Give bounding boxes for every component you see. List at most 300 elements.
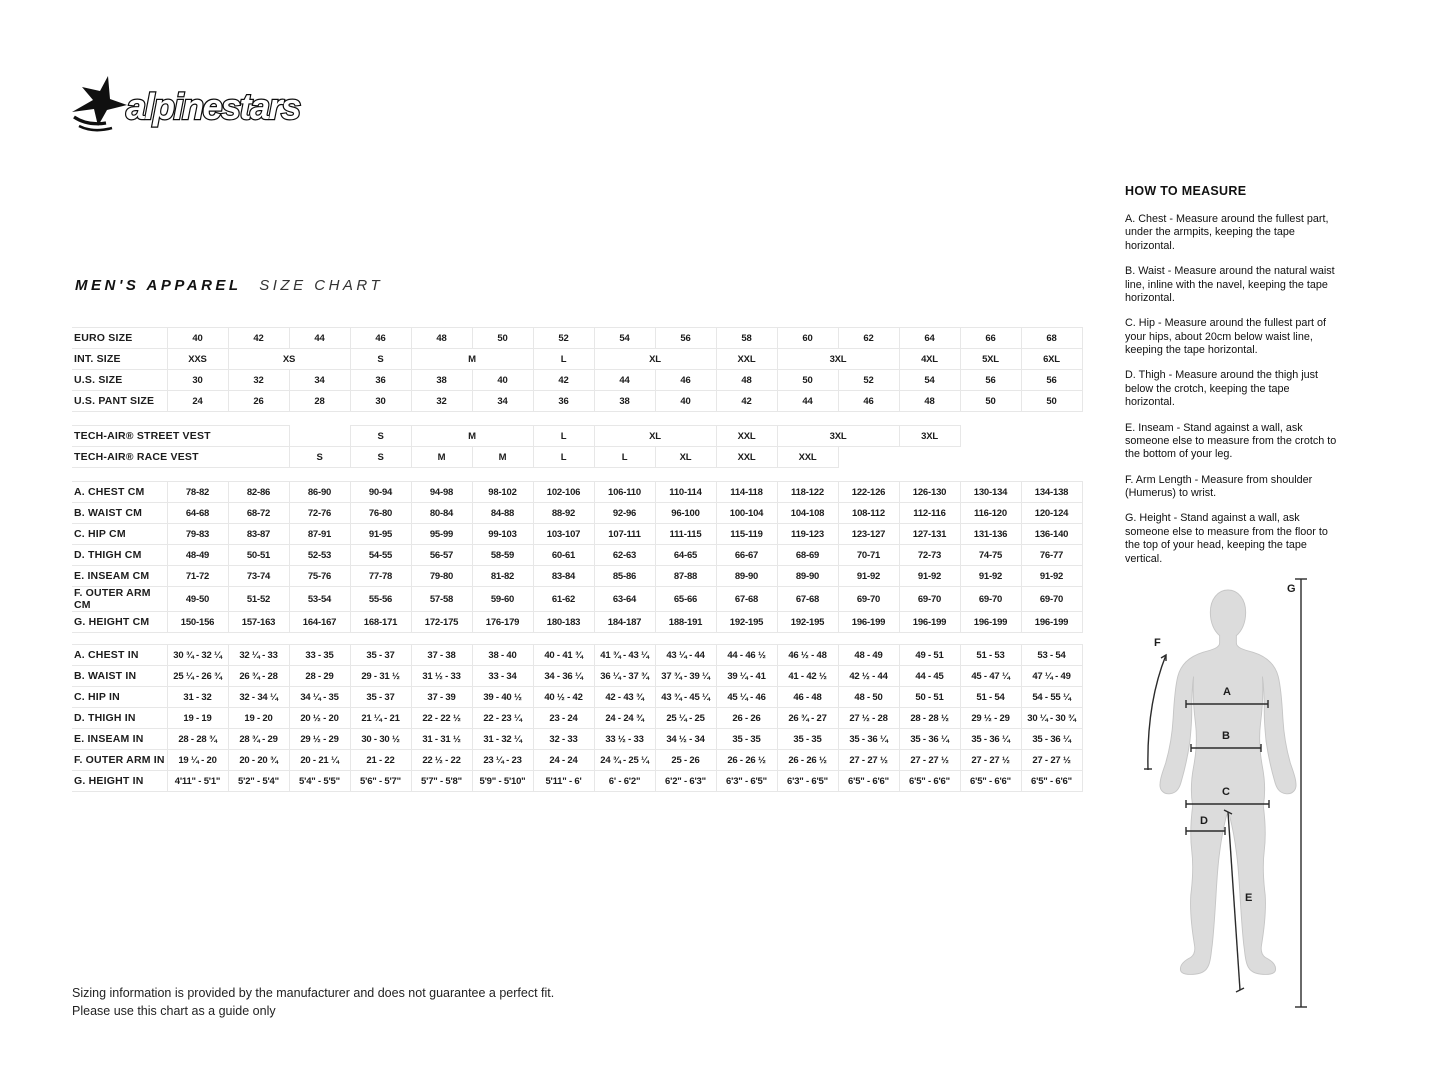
size-cell: 82-86 [228,482,289,503]
size-cell: 108-112 [838,503,899,524]
size-cell: 37 - 39 [411,687,472,708]
size-cell: 119-123 [777,524,838,545]
size-cell: 47 ¼ - 49 [1021,666,1082,687]
size-cell: 25 - 26 [655,750,716,771]
size-cell: 43 ¾ - 45 ¼ [655,687,716,708]
size-cell: 51 - 53 [960,645,1021,666]
size-cell: 66 [960,328,1021,349]
size-cell: 53-54 [289,587,350,612]
size-cell: S [289,447,350,468]
size-cell: 35 - 36 ¼ [960,729,1021,750]
size-cell: 69-70 [838,587,899,612]
size-cell: 36 ¼ - 37 ¾ [594,666,655,687]
table-row [72,645,1082,666]
size-cell: 112-116 [899,503,960,524]
size-cell: 67-68 [777,587,838,612]
size-cell: 20 - 20 ¾ [228,750,289,771]
size-cell: 67-68 [716,587,777,612]
size-cell: 26 [228,391,289,412]
size-cell: XXS [167,349,228,370]
size-cell [289,426,350,447]
size-cell: 37 - 38 [411,645,472,666]
size-cell: 31 - 32 ¼ [472,729,533,750]
size-cell: 120-124 [1021,503,1082,524]
table-row [72,771,1082,792]
size-cell: 130-134 [960,482,1021,503]
size-cell: 44 [777,391,838,412]
size-cell: 6'2" - 6'3" [655,771,716,792]
size-cell: 34 [472,391,533,412]
size-cell: 56-57 [411,545,472,566]
size-cell: 90-94 [350,482,411,503]
size-cell: 192-195 [716,612,777,633]
size-cell: 88-92 [533,503,594,524]
size-cell: 5XL [960,349,1021,370]
size-cell: 30 [350,391,411,412]
size-cell: 50 [472,328,533,349]
size-cell: 32 - 34 ¼ [228,687,289,708]
body-silhouette-image [1160,590,1296,974]
size-cell: 123-127 [838,524,899,545]
size-cell: 35 - 37 [350,645,411,666]
size-cell: 74-75 [960,545,1021,566]
size-cell: 196-199 [960,612,1021,633]
size-cell: 168-171 [350,612,411,633]
size-cell: 6'5" - 6'6" [1021,771,1082,792]
size-cell: 38 [411,370,472,391]
size-cell: 30 [167,370,228,391]
alpinestars-star-icon [72,76,127,130]
table-row [72,524,1082,545]
size-cell: 79-80 [411,566,472,587]
size-cell: 103-107 [533,524,594,545]
size-cell: 20 ½ - 20 [289,708,350,729]
size-cell: 60-61 [533,545,594,566]
size-cell: 64 [899,328,960,349]
size-cell: 46 [838,391,899,412]
measure-instruction-thigh: D. Thigh - Measure around the thigh just below the crotch, keeping the tape horizontal. [1125,369,1319,409]
size-cell: 23 ¼ - 23 [472,750,533,771]
size-cell: 196-199 [1021,612,1082,633]
size-cell: 22 - 23 ¼ [472,708,533,729]
size-cell: 89-90 [777,566,838,587]
size-cell: 4XL [899,349,960,370]
size-cell: 56 [960,370,1021,391]
size-cell: 72-76 [289,503,350,524]
size-cell: 71-72 [167,566,228,587]
size-cell: 34 [289,370,350,391]
size-cell: M [411,447,472,468]
row-label: C. HIP IN [72,687,167,708]
size-cell: 48 - 50 [838,687,899,708]
size-cell: XXL [716,426,777,447]
size-cell: 29 ½ - 29 [960,708,1021,729]
size-cell: 28 [289,391,350,412]
size-cell: 91-92 [838,566,899,587]
size-cell: XS [228,349,350,370]
size-cell: 44 - 45 [899,666,960,687]
size-cell: 62-63 [594,545,655,566]
row-label: G. HEIGHT CM [72,612,167,633]
row-label: F. OUTER ARM CM [72,587,167,612]
size-cell: 32 [411,391,472,412]
size-cell: 37 ¾ - 39 ¼ [655,666,716,687]
size-cell: 42 - 43 ¾ [594,687,655,708]
size-cell: 22 - 22 ½ [411,708,472,729]
size-cell: 5'4" - 5'5" [289,771,350,792]
size-cell: 5'11" - 6' [533,771,594,792]
size-cell: 62 [838,328,899,349]
page-title-bold: MEN'S APPAREL [75,277,242,294]
size-cell: 31 - 32 [167,687,228,708]
table-row [72,587,1082,612]
label-F: F [1154,637,1161,649]
size-cell: 164-167 [289,612,350,633]
size-cell: 41 ¾ - 43 ¼ [594,645,655,666]
row-label: D. THIGH CM [72,545,167,566]
size-cell: L [533,426,594,447]
arm-length-measure-line [1144,655,1166,770]
size-cell: 34 ¼ - 35 [289,687,350,708]
size-cell: XL [594,349,716,370]
size-cell: 49 - 51 [899,645,960,666]
table-row [72,391,1082,412]
size-cell: 20 - 21 ¼ [289,750,350,771]
size-cell: 6' - 6'2" [594,771,655,792]
measure-instruction-waist: B. Waist - Measure around the natural waist line, inline with the navel, keeping the tape horizontal. [1125,265,1335,304]
size-cell: 42 [716,391,777,412]
table-row [72,750,1082,771]
size-cell: 35 - 37 [350,687,411,708]
size-cell: 24 - 24 ¾ [594,708,655,729]
size-cell: 107-111 [594,524,655,545]
size-cell: M [472,447,533,468]
height-measure-line [1295,579,1307,1007]
row-label: A. CHEST IN [72,645,167,666]
size-cell: 27 ½ - 28 [838,708,899,729]
size-cell: 51 - 54 [960,687,1021,708]
size-cell: 56 [1021,370,1082,391]
measure-instruction-height: G. Height - Stand against a wall, ask someone else to measure from the floor to the top of your head, keeping the tape vertical. [1125,512,1328,565]
row-label: U.S. SIZE [72,370,167,391]
size-cell: L [533,447,594,468]
row-label: E. INSEAM CM [72,566,167,587]
disclaimer [72,984,554,1020]
size-cell: 28 ¾ - 29 [228,729,289,750]
size-cell: 6XL [1021,349,1082,370]
page-title-light: SIZE CHART [259,277,384,294]
size-cell: 30 ¼ - 30 ¾ [1021,708,1082,729]
size-cell: 34 - 36 ¼ [533,666,594,687]
size-cell: 106-110 [594,482,655,503]
size-cell: 3XL [899,426,960,447]
size-cell: 69-70 [899,587,960,612]
size-cell: 192-195 [777,612,838,633]
size-cell: 6'3" - 6'5" [777,771,838,792]
size-cell: 5'7" - 5'8" [411,771,472,792]
measure-instruction-arm: F. Arm Length - Measure from shoulder (Humerus) to wrist. [1125,473,1313,499]
size-cell: 40 [472,370,533,391]
size-cell: 35 - 36 ¼ [838,729,899,750]
table-row [72,426,1082,447]
size-cell: 56 [655,328,716,349]
label-B: B [1222,730,1230,742]
how-to-measure-panel [1125,184,1339,578]
size-cell: 44 [289,328,350,349]
size-cell: 63-64 [594,587,655,612]
size-cell: 30 - 30 ½ [350,729,411,750]
size-cell: 38 - 40 [472,645,533,666]
size-cell: 64-65 [655,545,716,566]
size-cell: 78-82 [167,482,228,503]
size-cell: 122-126 [838,482,899,503]
label-A: A [1223,686,1231,698]
size-cell: 28 - 29 [289,666,350,687]
size-cell: 21 - 22 [350,750,411,771]
size-cell: S [350,447,411,468]
measure-instruction-chest: A. Chest - Measure around the fullest part, under the armpits, keeping the tape horizontal. [1125,213,1329,252]
row-label: U.S. PANT SIZE [72,391,167,412]
size-cell: 26 - 26 ½ [716,750,777,771]
size-cell: 36 [533,391,594,412]
size-cell: 45 - 47 ¼ [960,666,1021,687]
size-cell: 60 [777,328,838,349]
logo-wordmark: alpinestars [126,86,300,127]
label-C: C [1222,786,1230,798]
size-cell: 27 - 27 ½ [960,750,1021,771]
size-cell: 46 [350,328,411,349]
size-cell: 31 ½ - 33 [411,666,472,687]
size-cell: 72-73 [899,545,960,566]
table-row [72,370,1082,391]
table-row [72,666,1082,687]
size-cell: 44 - 46 ½ [716,645,777,666]
size-cell: 98-102 [472,482,533,503]
size-cell: 52-53 [289,545,350,566]
size-cell: 4'11" - 5'1" [167,771,228,792]
table-row [72,566,1082,587]
size-cell: 48 [411,328,472,349]
size-cell: 172-175 [411,612,472,633]
size-cell: 58-59 [472,545,533,566]
size-cell: 46 ½ - 48 [777,645,838,666]
size-cell: M [411,426,533,447]
size-cell: 81-82 [472,566,533,587]
size-cell: 19 - 20 [228,708,289,729]
size-cell: 99-103 [472,524,533,545]
size-cell: 111-115 [655,524,716,545]
size-cell: 70-71 [838,545,899,566]
size-cell: 27 - 27 ½ [1021,750,1082,771]
size-cell: 6'5" - 6'6" [960,771,1021,792]
size-cell: 91-92 [1021,566,1082,587]
size-cell: 58 [716,328,777,349]
size-cell: 3XL [777,349,899,370]
size-cell: 50-51 [228,545,289,566]
size-cell: 40 [655,391,716,412]
size-cell: 100-104 [716,503,777,524]
table-row [72,349,1082,370]
row-label: A. CHEST CM [72,482,167,503]
size-cell: 188-191 [655,612,716,633]
size-cell: 3XL [777,426,899,447]
size-cell: 48 [716,370,777,391]
size-cell: 49-50 [167,587,228,612]
size-cell [838,447,1082,468]
tech-air-table [72,425,1082,468]
size-cell: 5'9" - 5'10" [472,771,533,792]
table-row [72,708,1082,729]
row-label: B. WAIST IN [72,666,167,687]
size-cell: 28 - 28 ¾ [167,729,228,750]
size-cell: 42 [228,328,289,349]
size-cell: 91-95 [350,524,411,545]
size-cell: 24 [167,391,228,412]
size-cell: 75-76 [289,566,350,587]
size-cell: 6'5" - 6'6" [838,771,899,792]
size-cell: 48 [899,391,960,412]
size-cell: 33 ½ - 33 [594,729,655,750]
size-cell: 116-120 [960,503,1021,524]
size-cell: 46 [655,370,716,391]
size-cell: 87-91 [289,524,350,545]
size-cell: 40 [167,328,228,349]
size-cell: 52 [838,370,899,391]
row-label: B. WAIST CM [72,503,167,524]
alpinestars-logo [70,74,330,136]
size-cell: 50 - 51 [899,687,960,708]
size-cell: 33 - 34 [472,666,533,687]
measure-instruction-hip: C. Hip - Measure around the fullest part of your hips, about 20cm below waist line, keeping the tape horizontal. [1125,317,1327,356]
size-cell: 32 [228,370,289,391]
size-cell: 6'5" - 6'6" [899,771,960,792]
size-cell: 89-90 [716,566,777,587]
size-cell: 51-52 [228,587,289,612]
size-cell: XXL [777,447,838,468]
size-cell: 126-130 [899,482,960,503]
size-cell: 26 - 26 ½ [777,750,838,771]
size-cell: 52 [533,328,594,349]
size-cell: 180-183 [533,612,594,633]
row-label: TECH-AIR® RACE VEST [72,447,289,468]
size-cell: 35 - 36 ¼ [1021,729,1082,750]
label-D: D [1200,815,1208,827]
size-cell: 35 - 36 ¼ [899,729,960,750]
size-cell: 96-100 [655,503,716,524]
size-cell: 84-88 [472,503,533,524]
size-cell: 110-114 [655,482,716,503]
size-cell: 85-86 [594,566,655,587]
size-cell: 46 - 48 [777,687,838,708]
size-cell: 87-88 [655,566,716,587]
row-label: D. THIGH IN [72,708,167,729]
size-cell: 43 ¼ - 44 [655,645,716,666]
size-cell: 31 - 31 ½ [411,729,472,750]
size-cell: 28 - 28 ½ [899,708,960,729]
size-cell: 32 ¼ - 33 [228,645,289,666]
measurement-diagram [1133,566,1343,1036]
size-cell: 30 ¾ - 32 ¼ [167,645,228,666]
size-cell: 38 [594,391,655,412]
disclaimer-line-1: Sizing information is provided by the manufacturer and does not guarantee a perfect fit. [72,986,555,1000]
size-cell: 40 ½ - 42 [533,687,594,708]
size-cell: 29 - 31 ½ [350,666,411,687]
size-cell: 76-80 [350,503,411,524]
size-cell: 150-156 [167,612,228,633]
size-cell: 69-70 [1021,587,1082,612]
table-row [72,612,1082,633]
size-cell: 50 [777,370,838,391]
size-cell: 40 - 41 ¾ [533,645,594,666]
measurements-in-table [72,644,1083,792]
size-cell: 68-69 [777,545,838,566]
size-header-table [72,327,1083,412]
page-title [75,277,383,294]
size-cell: 127-131 [899,524,960,545]
disclaimer-line-2: Please use this chart as a guide only [72,1004,276,1019]
size-cell: 131-136 [960,524,1021,545]
size-cell: 83-84 [533,566,594,587]
size-cell: 136-140 [1021,524,1082,545]
size-cell: 22 ½ - 22 [411,750,472,771]
size-cell: 102-106 [533,482,594,503]
size-cell: 53 - 54 [1021,645,1082,666]
size-cell: 91-92 [960,566,1021,587]
table-row [72,328,1082,349]
size-cell: 42 ½ - 44 [838,666,899,687]
row-label: E. INSEAM IN [72,729,167,750]
size-cell: 45 ¼ - 46 [716,687,777,708]
size-cell: 86-90 [289,482,350,503]
size-cell: 24 ¾ - 25 ¼ [594,750,655,771]
row-label: TECH-AIR® STREET VEST [72,426,289,447]
size-cell: 26 ¾ - 28 [228,666,289,687]
size-cell: 5'6" - 5'7" [350,771,411,792]
size-cell: 21 ¼ - 21 [350,708,411,729]
size-cell: 57-58 [411,587,472,612]
size-cell: 54 - 55 ¼ [1021,687,1082,708]
size-cell: 157-163 [228,612,289,633]
size-cell: 176-179 [472,612,533,633]
size-cell: 114-118 [716,482,777,503]
size-cell: 5'2" - 5'4" [228,771,289,792]
size-cell: 24 - 24 [533,750,594,771]
size-cell: 104-108 [777,503,838,524]
size-cell: 41 - 42 ½ [777,666,838,687]
row-label: INT. SIZE [72,349,167,370]
row-label: F. OUTER ARM IN [72,750,167,771]
row-label: G. HEIGHT IN [72,771,167,792]
size-cell: 19 ¼ - 20 [167,750,228,771]
size-cell: 55-56 [350,587,411,612]
size-cell: 80-84 [411,503,472,524]
table-row [72,687,1082,708]
size-cell: S [350,349,411,370]
size-cell: 118-122 [777,482,838,503]
size-cell: 196-199 [899,612,960,633]
size-cell: 61-62 [533,587,594,612]
size-cell: 27 - 27 ½ [838,750,899,771]
size-cell [960,426,1082,447]
size-cell: 6'3" - 6'5" [716,771,777,792]
table-row [72,447,1082,468]
row-label: C. HIP CM [72,524,167,545]
label-E: E [1245,892,1253,904]
size-cell: 32 - 33 [533,729,594,750]
size-cell: 27 - 27 ½ [899,750,960,771]
row-label: EURO SIZE [72,328,167,349]
size-cell: 19 - 19 [167,708,228,729]
